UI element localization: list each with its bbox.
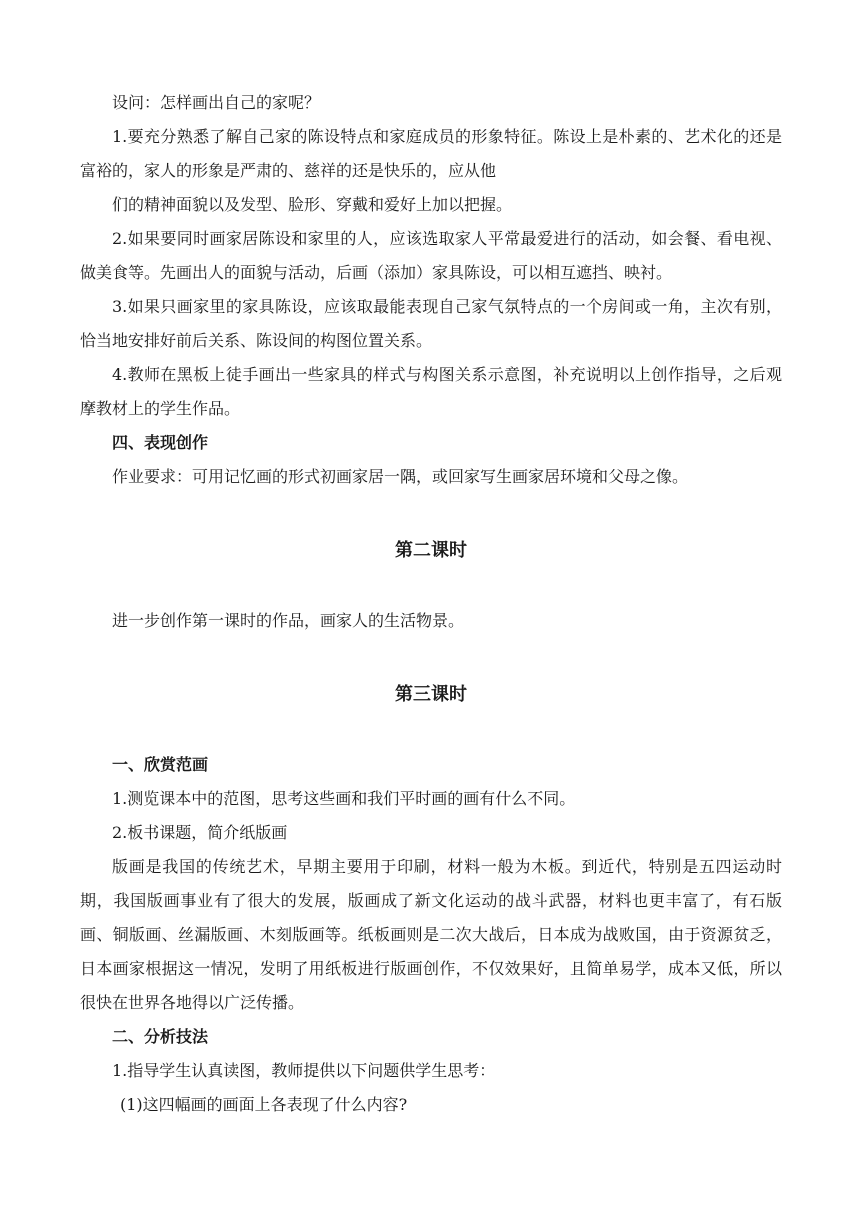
section-heading-technique: 二、分析技法 — [112, 1027, 209, 1046]
spacer — [80, 568, 782, 604]
guidance-item-1-continued: 们的精神面貌以及发型、脸形、穿戴和爱好上加以把握。 — [112, 195, 513, 214]
guidance-item-3: 3.如果只画家里的家具陈设，应该取最能表现自己家气氛特点的一个房间或一角，主次有别，恰当地安排好前后关系、陈设间的构图位置关系。 — [80, 297, 782, 350]
lesson-2-title: 第二课时 — [395, 540, 467, 561]
spacer — [80, 494, 782, 534]
homework-requirement: 作业要求：可用记忆画的形式初画家居一隅，或回家写生画家居环境和父母之像。 — [112, 467, 689, 486]
technique-item-1: 1.指导学生认真读图，教师提供以下问题供学生思考： — [112, 1061, 496, 1080]
spacer — [80, 712, 782, 748]
lesson-3-title: 第三课时 — [395, 684, 467, 705]
appreciation-item-1: 1.测览课本中的范图，思考这些画和我们平时画的画有什么不同。 — [112, 789, 576, 808]
question-line: 设问：怎样画出自己的家呢？ — [112, 93, 321, 112]
guidance-item-2: 2.如果要同时画家居陈设和家里的人，应该选取家人平常最爱进行的活动，如会餐、看电视、做美食等。先画出人的面貌与活动，后画（添加）家具陈设，可以相互遮挡、映衬。 — [80, 229, 782, 282]
document-page — [80, 86, 782, 1122]
section-heading-creation: 四、表现创作 — [112, 433, 209, 452]
appreciation-item-2: 2.板书课题，简介纸版画 — [112, 823, 288, 842]
lesson-2-text: 进一步创作第一课时的作品，画家人的生活物景。 — [112, 611, 465, 630]
guidance-item-1: 1.要充分熟悉了解自己家的陈设特点和家庭成员的形象特征。陈设上是朴素的、艺术化的还是富裕的，家人的形象是严肃的、慈祥的还是快乐的，应从他 — [80, 127, 782, 180]
technique-subitem-1: (1)这四幅画的画面上各表现了什么内容? — [120, 1095, 408, 1114]
spacer — [80, 638, 782, 678]
guidance-item-4: 4.教师在黑板上徒手画出一些家具的样式与构图关系示意图，补充说明以上创作指导，之后观摩教材上的学生作品。 — [80, 365, 782, 418]
section-heading-appreciation: 一、欣赏范画 — [112, 755, 209, 774]
printmaking-paragraph: 版画是我国的传统艺术，早期主要用于印刷，材料一般为木板。到近代，特别是五四运动时期，我国版画事业有了很大的发展，版画成了新文化运动的战斗武器，材料也更丰富了，有石版画、铜版画、丝漏版画、木刻版画等。纸板画则是二次大战后，日本成为战败国，由于资源贫乏，日本画家根据这一情况，发明了用纸板进行版画创作，不仅效果好，且简单易学，成本又低，所以很快在世界各地得以广泛传播。 — [80, 857, 782, 1012]
